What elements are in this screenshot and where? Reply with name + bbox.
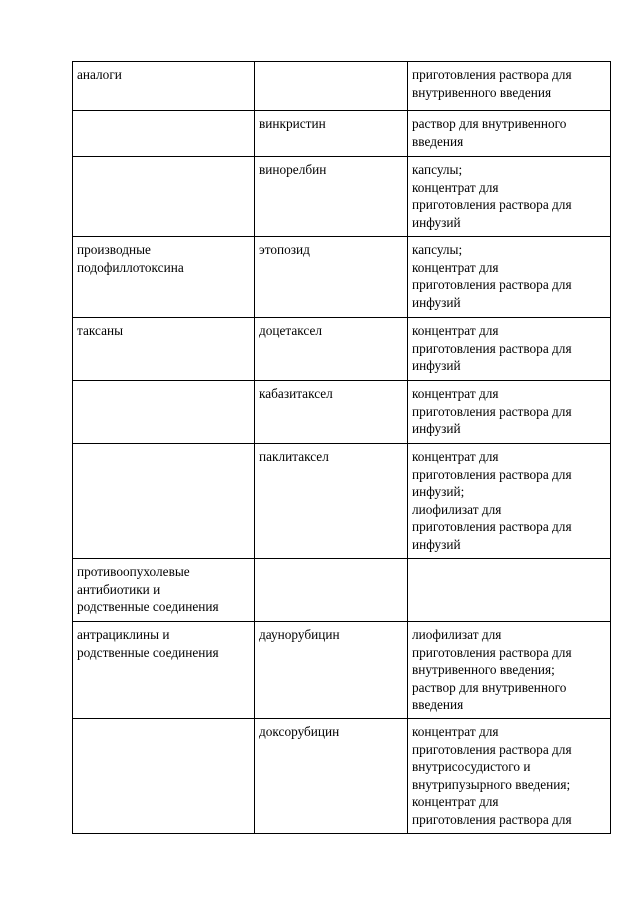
table-row (73, 157, 611, 237)
table-row (73, 444, 611, 559)
dosage-form-cell: капсулы; концентрат для приготовления раствора для инфузий (408, 237, 611, 318)
drug-name-cell: винкристин (255, 111, 408, 157)
drug-group-cell (73, 157, 255, 237)
drug-name-cell: паклитаксел (255, 444, 408, 559)
table-row (73, 111, 611, 157)
drug-name-cell: доцетаксел (255, 318, 408, 381)
dosage-form-cell: лиофилизат для приготовления раствора для внутривенного введения; раствор для внутривенного введения (408, 622, 611, 719)
drug-group-cell: производные подофиллотоксина (73, 237, 255, 318)
drug-group-cell (73, 111, 255, 157)
drug-group-cell: антрациклины и родственные соединения (73, 622, 255, 719)
drug-group-cell: противоопухолевые антибиотики и родственные соединения (73, 559, 255, 622)
table-row (73, 381, 611, 444)
dosage-form-cell: концентрат для приготовления раствора для инфузий (408, 381, 611, 444)
drug-name-cell: кабазитаксел (255, 381, 408, 444)
dosage-form-cell: капсулы; концентрат для приготовления раствора для инфузий (408, 157, 611, 237)
drug-name-cell: этопозид (255, 237, 408, 318)
drug-name-cell (255, 559, 408, 622)
dosage-form-cell: концентрат для приготовления раствора для инфузий; лиофилизат для приготовления раствора для инфузий (408, 444, 611, 559)
drug-name-cell (255, 62, 408, 111)
drug-group-cell (73, 444, 255, 559)
table-row (73, 237, 611, 318)
dosage-form-cell: концентрат для приготовления раствора для внутрисосудистого и внутрипузырного введения; концентрат для приготовления раствора для (408, 719, 611, 834)
drug-name-cell: доксорубицин (255, 719, 408, 834)
table-row (73, 62, 611, 111)
table-row (73, 318, 611, 381)
table-row (73, 559, 611, 622)
drug-group-cell (73, 381, 255, 444)
drug-group-cell: таксаны (73, 318, 255, 381)
dosage-form-cell: концентрат для приготовления раствора для инфузий (408, 318, 611, 381)
drug-group-cell (73, 719, 255, 834)
dosage-form-cell: приготовления раствора для внутривенного введения (408, 62, 611, 111)
drug-table (72, 61, 611, 834)
drug-group-cell: аналоги (73, 62, 255, 111)
table-row (73, 719, 611, 834)
table-row (73, 622, 611, 719)
dosage-form-cell: раствор для внутривенного введения (408, 111, 611, 157)
drug-name-cell: даунорубицин (255, 622, 408, 719)
dosage-form-cell (408, 559, 611, 622)
drug-name-cell: винорелбин (255, 157, 408, 237)
